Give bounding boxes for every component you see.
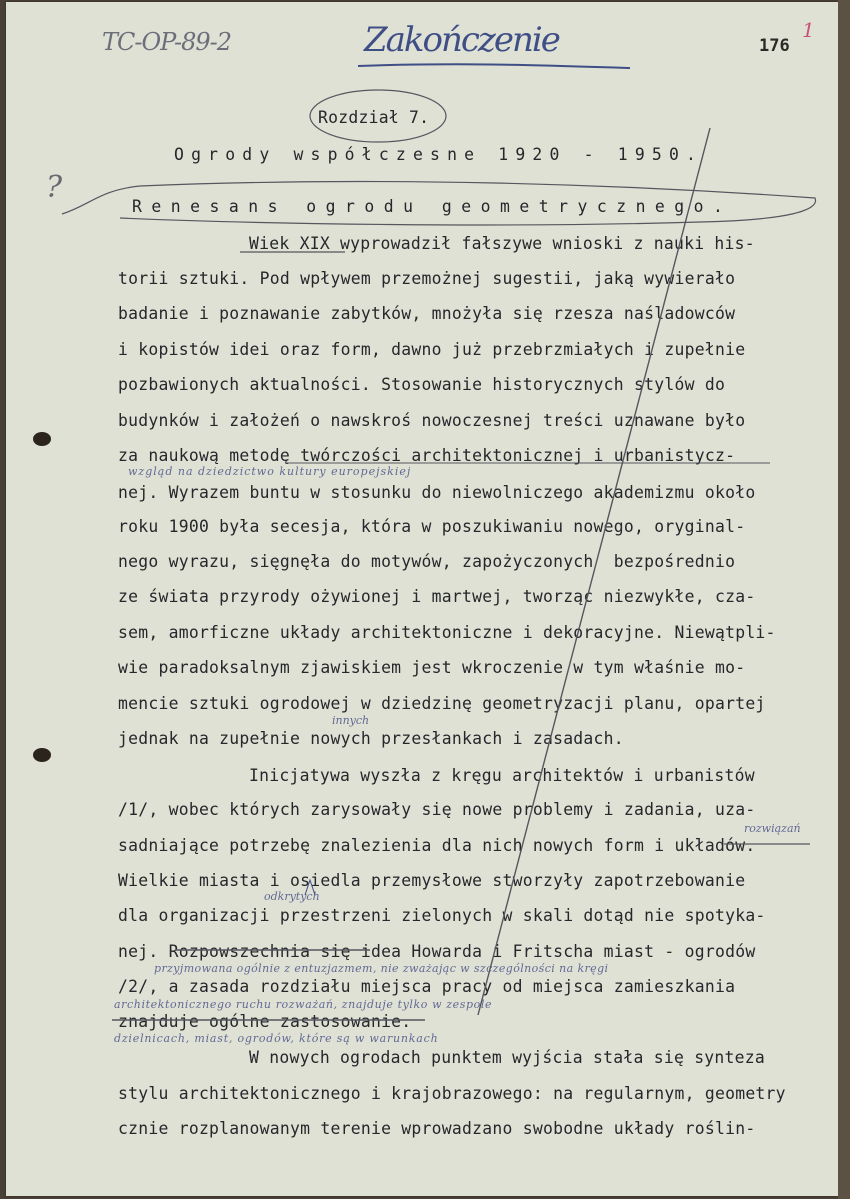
document-page bbox=[6, 2, 838, 1196]
page-mark: 1 bbox=[802, 18, 815, 42]
page-edge-shadow bbox=[838, 0, 850, 1199]
handwritten-insert: dzielnicach, miast, ogrodów, które są w warunkach bbox=[114, 1032, 439, 1045]
handwritten-title-note: Zakończenie bbox=[364, 20, 559, 60]
body-line: Inicjatywa wyszła z kręgu architektów i urbanistów bbox=[249, 766, 755, 785]
page-number: 176 bbox=[759, 36, 790, 56]
body-line: /1/, wobec których zarysowały się nowe problemy i zadania, uza- bbox=[118, 800, 756, 819]
body-line: budynków i założeń o nawskroś nowoczesnej treści uznawane było bbox=[118, 411, 746, 430]
body-line: torii sztuki. Pod wpływem przemożnej sugestii, jaką wywierało bbox=[118, 269, 736, 288]
handwritten-insert: odkrytych bbox=[264, 890, 320, 903]
body-line: znajduje ogólne zastosowanie. bbox=[118, 1012, 412, 1031]
body-line: Wielkie miasta i osiedla przemysłowe stworzyły zapotrzebowanie bbox=[118, 871, 746, 890]
body-line: cznie rozplanowanym terenie wprowadzano swobodne układy roślin- bbox=[118, 1119, 756, 1138]
punch-hole bbox=[33, 748, 51, 762]
body-line: roku 1900 była secesja, która w poszukiwaniu nowego, oryginal- bbox=[118, 517, 746, 536]
body-line: dla organizacji przestrzeni zielonych w skali dotąd nie spotyka- bbox=[118, 906, 766, 925]
handwritten-insert: architektonicznego ruchu rozważań, znajduje tylko w zespole bbox=[114, 998, 493, 1011]
body-line: jednak na zupełnie nowych przesłankach i zasadach. bbox=[118, 729, 624, 748]
body-line: wie paradoksalnym zjawiskiem jest wkroczenie w tym właśnie mo- bbox=[118, 658, 746, 677]
body-line: stylu architektonicznego i krajobrazowego: na regularnym, geometry bbox=[118, 1084, 786, 1103]
handwritten-insert: innych bbox=[332, 714, 370, 727]
margin-question-mark: ? bbox=[46, 170, 63, 205]
handwritten-insert: wzgląd na dziedzictwo kultury europejskiej bbox=[128, 465, 412, 478]
body-line: /2/, a zasada rozdziału miejsca pracy od miejsca zamieszkania bbox=[118, 977, 736, 996]
body-line: ze świata przyrody ożywionej i martwej, tworząc niezwykłe, cza- bbox=[118, 587, 756, 606]
chapter-heading: Rozdział 7. bbox=[318, 108, 430, 127]
body-line: pozbawionych aktualności. Stosowanie historycznych stylów do bbox=[118, 375, 726, 394]
handwritten-insert: przyjmowana ogólnie z entuzjazmem, nie zważając w szczególności na kręgi bbox=[154, 962, 609, 975]
body-line: Wiek XIX wyprowadził fałszywe wnioski z nauki his- bbox=[249, 234, 755, 253]
handwritten-insert: rozwiązań bbox=[744, 822, 801, 835]
chapter-title: Ogrody współczesne 1920 - 1950. bbox=[174, 145, 704, 164]
body-line: sadniające potrzebę znalezienia dla nich nowych form i układów. bbox=[118, 836, 756, 855]
body-line: nego wyrazu, sięgnęła do motywów, zapożyczonych bezpośrednio bbox=[118, 552, 736, 571]
body-line: sem, amorficzne układy architektoniczne i dekoracyjne. Niewątpli- bbox=[118, 623, 776, 642]
body-line: nej. Rozpowszechnia się idea Howarda i Fritscha miast - ogrodów bbox=[118, 942, 756, 961]
body-line: nej. Wyrazem buntu w stosunku do niewolniczego akademizmu około bbox=[118, 483, 756, 502]
section-subtitle: Renesans ogrodu geometrycznego. bbox=[132, 197, 733, 216]
archive-reference: TC-OP-89-2 bbox=[102, 28, 232, 56]
body-line: badanie i poznawanie zabytków, mnożyła się rzesza naśladowców bbox=[118, 304, 736, 323]
body-line: i kopistów idei oraz form, dawno już przebrzmiałych i zupełnie bbox=[118, 340, 746, 359]
body-line: za naukową metodę twórczości architektonicznej i urbanistycz- bbox=[118, 446, 736, 465]
punch-hole bbox=[33, 432, 51, 446]
body-line: W nowych ogrodach punktem wyjścia stała się synteza bbox=[249, 1048, 766, 1067]
body-line: mencie sztuki ogrodowej w dziedzinę geometryzacji planu, opartej bbox=[118, 694, 766, 713]
